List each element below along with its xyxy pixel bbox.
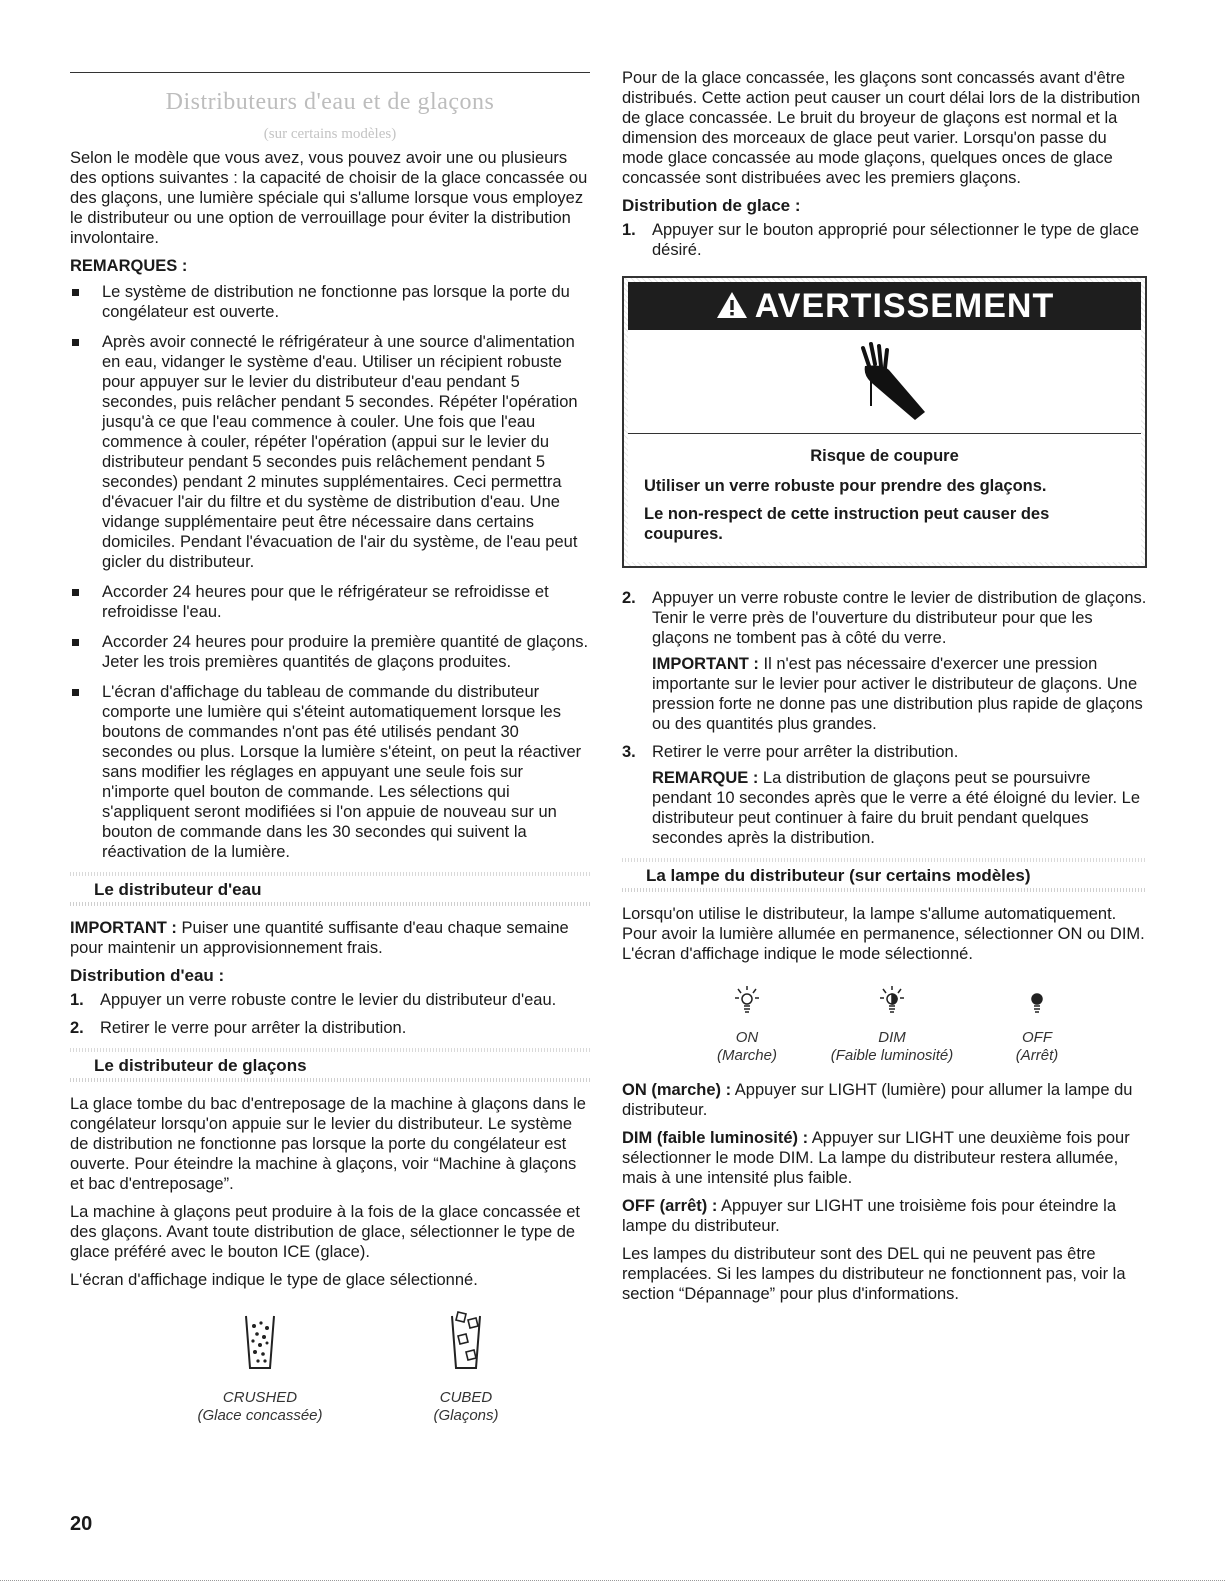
list-item: Accorder 24 heures pour produire la première quantité de glaçons. Jeter les trois premières quantités de glaçons produites. <box>70 632 590 672</box>
intro-paragraph: Selon le modèle que vous avez, vous pouvez avoir une ou plusieurs des options suivantes : la capacité de choisir de la glace concassée ou des glaçons, une lumière spéciale qui s'allume lorsque vous employez le distributeur ou une option de verrouillage pour éviter la distribution involontaire. <box>70 149 588 247</box>
step-note: IMPORTANT : Il n'est pas nécessaire d'exercer une pression importante sur le levier pour activer le distributeur de glaçons. Une pression forte ne donne pas une distribution plus rapide de glaçons ou des quantités plus grandes. <box>652 655 1143 733</box>
lamp-mode-icons <box>622 984 1147 1080</box>
section-title: Distributeurs d'eau et de glaçons <box>165 89 495 115</box>
list-item: 1. Appuyer sur le bouton approprié pour sélectionner le type de glace désiré. <box>622 221 1140 259</box>
ice-paragraph-1: La glace tombe du bac d'entreposage de la machine à glaçons dans le congélateur lorsqu'on appuie sur le levier du distributeur. Le système de distribution ne fonctionne pas lorsque la porte du congélateur est ouverte. Pour éteindre la machine à glaçons, voir “Machine à glaçons et bac d'entreposage”. <box>70 1095 586 1193</box>
list-item: 3. Retirer le verre pour arrêter la distribution. REMARQUE : La distribution de glaçons peut se poursuivre pendant 10 secondes après que le verre a été éloigné du levier. Le distributeur peut continuer à faire du bruit pendant quelques secondes après la distribution. <box>622 742 1147 848</box>
lamp-paragraph: Lorsqu'on utilise le distributeur, la lampe s'allume automatiquement. Pour avoir la lumière allumée en permanence, sélectionner ON ou DIM. L'écran d'affichage indique le mode sélectionné. <box>622 905 1145 963</box>
ice-paragraph-3: L'écran d'affichage indique le type de glace sélectionné. <box>70 1271 478 1289</box>
list-item: 1. Appuyer un verre robuste contre le levier du distributeur d'eau. <box>70 991 557 1009</box>
list-item: Le système de distribution ne fonctionne pas lorsque la porte du congélateur est ouverte. <box>70 282 590 322</box>
right-column <box>622 68 1147 1312</box>
bulb-dim-icon <box>877 984 907 1018</box>
water-subhead: Distribution d'eau : <box>70 966 225 985</box>
cubed-sublabel: (Glaçons) <box>433 1407 499 1424</box>
warning-line-2: Le non-respect de cette instruction peut causer des coupures. <box>644 505 1050 543</box>
list-item: Accorder 24 heures pour que le réfrigérateur se refroidisse et refroidisse l'eau. <box>70 582 590 622</box>
cubed-cell <box>386 1310 546 1425</box>
list-item: 2. Appuyer un verre robuste contre le levier de distribution de glaçons. Tenir le verre près de l'ouverture du distributeur pour que les glaçons ne tombent pas à côté du verre. IMPORTANT : Il n'est pas nécessaire d'exercer une pression importante sur le levier pour activer le distributeur de glaçons. Une pression forte ne donne pas une distribution plus rapide de glaçons ou des quantités plus grandes. <box>622 589 1147 733</box>
lamp-dim-desc: DIM (faible luminosité) : Appuyer sur LIGHT une deuxième fois pour sélectionner le mode DIM. La lampe du distributeur restera allumée, mais à une intensité plus faible. <box>622 1129 1130 1187</box>
crushed-ice-paragraph: Pour de la glace concassée, les glaçons sont concassés avant d'être distribués. Cette action peut causer un court délai lors de la distribution de glace concassée. Le bruit du broyeur de glaçons est normal et la dimension des morceaux de glace peut varier. Lorsqu'on passe du mode glace concassée au mode glaçons, quelques onces de glace concassée sont distribuées avec les premiers glaçons. <box>622 69 1141 187</box>
list-item: 2. Retirer le verre pour arrêter la distribution. <box>70 1019 407 1037</box>
water-important: IMPORTANT : Puiser une quantité suffisante d'eau chaque semaine pour maintenir un approvisionnement frais. <box>70 919 569 957</box>
section-subtitle: (sur certains modèles) <box>263 126 397 142</box>
lamp-off-desc: OFF (arrêt) : Appuyer sur LIGHT une troisième fois pour éteindre la lampe du distributeur. <box>622 1197 1116 1235</box>
lamp-dim-cell: DIM (Faible luminosité) <box>817 984 967 1065</box>
bulb-on-icon <box>732 984 762 1018</box>
step-note: REMARQUE : La distribution de glaçons peut se poursuivre pendant 10 secondes après que le verre a été éloigné du levier. Le distributeur peut continuer à faire du bruit pendant quelques secondes après la distribution. <box>652 769 1141 847</box>
ice-steps-2 <box>622 588 1147 848</box>
water-section-title: Le distributeur d'eau <box>90 880 265 900</box>
bullet-square-icon <box>72 689 79 696</box>
bottom-rule <box>0 1580 1225 1581</box>
crushed-cell <box>180 1310 340 1425</box>
warning-risk: Risque de coupure <box>810 447 959 465</box>
crushed-ice-glass-icon <box>240 1310 280 1374</box>
warning-box <box>622 276 1147 568</box>
lamp-section-band <box>622 858 1147 892</box>
ice-paragraph-2: La machine à glaçons peut produire à la fois de la glace concassée et des glaçons. Avant toute distribution de glace, sélectionner le type de glace préféré avec le bouton ICE (glace). <box>70 1203 580 1261</box>
list-item: Après avoir connecté le réfrigérateur à une source d'alimentation en eau, vidanger le système d'eau. Utiliser un récipient robuste pour appuyer sur le levier du distributeur d'eau pendant 5 secondes, puis relâcher pendant 5 secondes. Répéter l'opération jusqu'à ce que l'eau commence à couler. Une fois que l'eau commence à couler, répéter l'opération (appui sur le levier du distributeur pendant 5 secondes puis relâchement pendant 5 secondes) pendant 2 minutes supplémentaires. Ceci permettra d'évacuer l'air du filtre et du système de distribution d'eau. Une vidange supplémentaire peut être nécessaire dans certains domiciles. Pendant l'évacuation de l'air du système, de l'eau peut gicler du distributeur. <box>70 332 590 572</box>
ice-distribution-subhead: Distribution de glace : <box>622 196 801 215</box>
bulb-off-icon <box>1022 984 1052 1018</box>
bullet-square-icon <box>72 289 79 296</box>
warning-image-area <box>628 330 1141 434</box>
warning-header: AVERTISSEMENT <box>628 282 1141 330</box>
warning-body <box>628 434 1141 562</box>
lamp-off-cell: OFF (Arrêt) <box>962 984 1112 1065</box>
lamp-on-cell: ON (Marche) <box>672 984 822 1065</box>
lamp-final-paragraph: Les lampes du distributeur sont des DEL qui ne peuvent pas être remplacées. Si les lampes du distributeur ne fonctionnent pas, voir la section “Dépannage” pour plus d'informations. <box>622 1245 1126 1303</box>
ice-steps-1 <box>622 220 1147 260</box>
page-number: 20 <box>70 1513 93 1535</box>
crushed-sublabel: (Glace concassée) <box>197 1407 323 1424</box>
remarques-heading: REMARQUES : <box>70 257 188 275</box>
cubed-label: CUBED <box>439 1389 493 1406</box>
water-steps <box>70 990 590 1038</box>
section-rule <box>70 72 590 73</box>
crushed-label: CRUSHED <box>222 1389 298 1406</box>
list-item: L'écran d'affichage du tableau de commande du distributeur comporte une lumière qui s'éteint automatiquement lorsque les boutons de commandes n'ont pas été utilisés pendant 30 secondes ou plus. Lorsque la lumière s'éteint, on peut la réactiver sans modifier les réglages en appuyant une seule fois sur n'importe quel bouton de commande. Les sélections qui s'appliquent seront modifiées si l'on appuie de nouveau sur un bouton de commande dans les 30 secondes qui suivent la réactivation de la lumière. <box>70 682 590 862</box>
ice-type-icons <box>70 1310 590 1430</box>
ice-section-band <box>70 1048 590 1082</box>
bullet-square-icon <box>72 339 79 346</box>
water-section-band <box>70 872 590 906</box>
ice-section-title: Le distributeur de glaçons <box>90 1056 311 1076</box>
warning-line-1: Utiliser un verre robuste pour prendre des glaçons. <box>644 477 1047 495</box>
bullet-square-icon <box>72 589 79 596</box>
cut-hand-icon <box>843 338 933 428</box>
left-column <box>70 148 590 1430</box>
bullet-square-icon <box>72 639 79 646</box>
lamp-section-title: La lampe du distributeur (sur certains modèles) <box>642 866 1034 886</box>
lamp-on-desc: ON (marche) : Appuyer sur LIGHT (lumière) pour allumer la lampe du distributeur. <box>622 1081 1133 1119</box>
remarques-list <box>70 282 590 862</box>
warning-triangle-icon <box>715 290 749 320</box>
cubed-ice-glass-icon <box>446 1310 486 1374</box>
